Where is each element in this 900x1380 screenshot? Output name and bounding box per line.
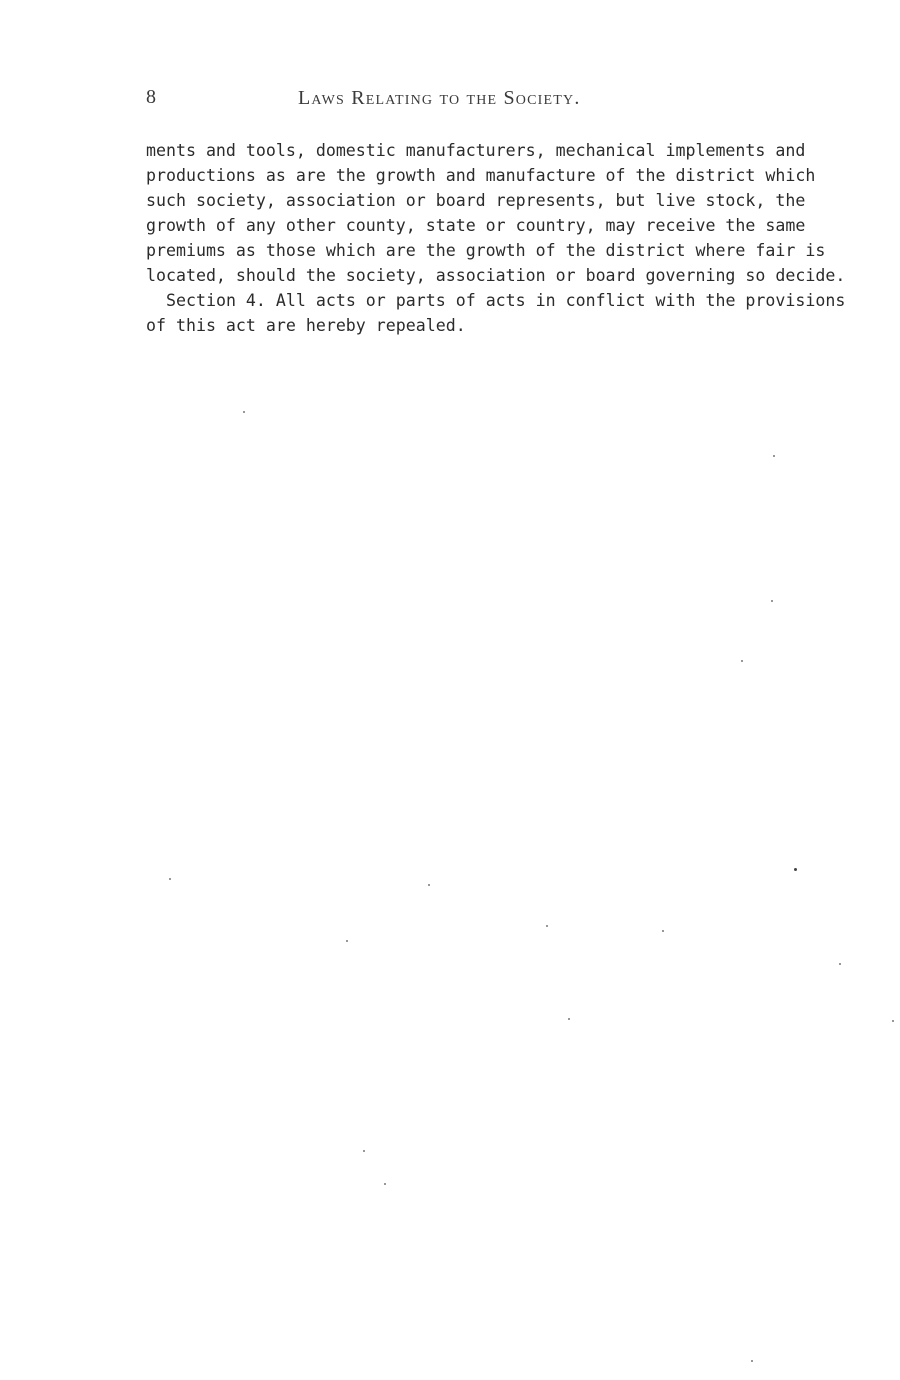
running-title: Laws Relating to the Society. — [298, 87, 581, 109]
section-line: Section 4. All acts or parts of acts in conflict with the provisions — [166, 291, 846, 310]
scan-speck — [773, 455, 775, 457]
scan-speck — [794, 868, 797, 871]
text-line: productions as are the growth and manufacture of the district which — [146, 166, 816, 185]
scan-speck — [546, 925, 548, 927]
scan-speck — [346, 940, 348, 942]
scan-speck — [428, 884, 430, 886]
scan-speck — [662, 930, 664, 932]
text-line: ments and tools, domestic manufacturers, mechanical implements and — [146, 141, 806, 160]
text-line: of this act are hereby repealed. — [146, 316, 466, 335]
text-line: growth of any other county, state or country, may receive the same — [146, 216, 806, 235]
scan-speck — [568, 1018, 570, 1020]
scan-speck — [363, 1150, 365, 1152]
text-line: premiums as those which are the growth of the district where fair is — [146, 241, 826, 260]
page-header — [146, 86, 798, 116]
text-line: located, should the society, association or board governing so decide. — [146, 266, 846, 285]
scan-speck — [741, 660, 743, 662]
scan-speck — [771, 600, 773, 602]
text-line: such society, association or board represents, but live stock, the — [146, 191, 806, 210]
body-text — [146, 138, 846, 338]
scan-speck — [839, 963, 841, 965]
scan-speck — [384, 1183, 386, 1185]
page-number: 8 — [146, 86, 156, 108]
scan-speck — [751, 1360, 753, 1362]
scan-speck — [169, 878, 171, 880]
scan-speck — [892, 1020, 894, 1022]
scan-speck — [243, 411, 245, 413]
